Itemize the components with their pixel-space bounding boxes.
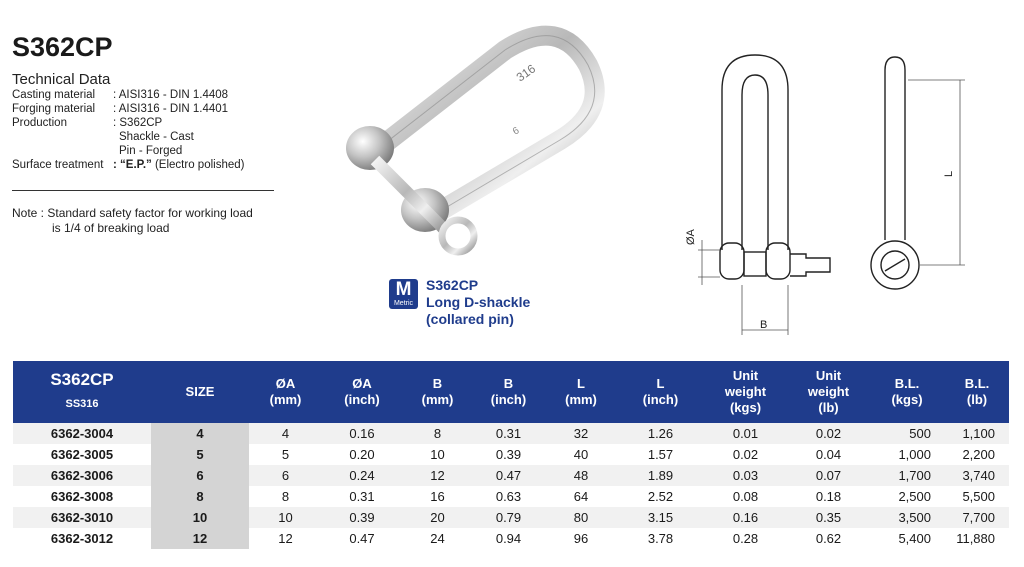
spec-key: Surface treatment xyxy=(12,159,104,171)
page-title: S362CP xyxy=(12,32,113,62)
table-cell: 7,700 xyxy=(945,507,1009,528)
table-cell: 0.47 xyxy=(473,465,544,486)
header-col-line: (inch) xyxy=(344,392,380,407)
dimension-l xyxy=(908,80,965,265)
table-row xyxy=(13,465,1009,486)
header-col-line: Unit xyxy=(732,368,759,383)
product-code: S362CP xyxy=(426,277,479,293)
table-cell: 3,740 xyxy=(945,465,1009,486)
table-cell: 3.15 xyxy=(618,507,703,528)
header-col-line: ØA xyxy=(352,376,372,391)
spec-row-casting xyxy=(12,89,228,101)
table-cell: 5,500 xyxy=(945,486,1009,507)
table-cell: 64 xyxy=(544,486,618,507)
table-cell: 5 xyxy=(249,444,322,465)
table-cell: 2,500 xyxy=(869,486,945,507)
header-col xyxy=(151,361,249,423)
product-photo xyxy=(330,20,620,260)
table-cell: 3,500 xyxy=(869,507,945,528)
metric-badge-text: Metric xyxy=(393,300,414,307)
table-cell: 1,100 xyxy=(945,423,1009,444)
cell-size: 10 xyxy=(151,507,249,528)
cell-size: 4 xyxy=(151,423,249,444)
note-line-2: is 1/4 of breaking load xyxy=(52,221,170,235)
front-view xyxy=(720,55,830,279)
table-cell: 32 xyxy=(544,423,618,444)
table-cell: 0.03 xyxy=(703,465,788,486)
header-col-line: weight xyxy=(807,384,850,399)
header-col-line: (kgs) xyxy=(891,392,923,407)
header-material: SS316 xyxy=(65,398,99,410)
production-line-pin: Pin - Forged xyxy=(119,145,183,157)
table-cell: 12 xyxy=(402,465,473,486)
header-col-line: L xyxy=(656,376,665,391)
technical-drawing xyxy=(680,45,970,345)
label-b: B xyxy=(760,319,768,331)
table-cell: 96 xyxy=(544,528,618,549)
header-col xyxy=(322,361,402,423)
spec-value-rest: (Electro polished) xyxy=(151,159,245,171)
table-cell: 0.31 xyxy=(473,423,544,444)
spec-value: : AISI316 - DIN 1.4401 xyxy=(113,103,229,115)
header-col xyxy=(544,361,618,423)
header-col-line: (mm) xyxy=(421,392,454,407)
header-col xyxy=(473,361,544,423)
table-cell: 1,700 xyxy=(869,465,945,486)
table-cell: 10 xyxy=(402,444,473,465)
table-cell: 2.52 xyxy=(618,486,703,507)
cell-code: 6362-3012 xyxy=(13,528,151,549)
metric-badge xyxy=(389,279,418,309)
table-cell: 0.24 xyxy=(322,465,402,486)
spec-key: Production xyxy=(12,117,67,129)
header-col-line: (lb) xyxy=(966,392,988,407)
table-cell: 1.89 xyxy=(618,465,703,486)
table-cell: 12 xyxy=(249,528,322,549)
spec-key: Forging material xyxy=(12,103,96,115)
cell-code: 6362-3004 xyxy=(13,423,151,444)
table-row xyxy=(13,486,1009,507)
table-cell: 0.16 xyxy=(703,507,788,528)
header-col-line: (kgs) xyxy=(729,400,762,415)
table-cell: 6 xyxy=(249,465,322,486)
cell-size: 8 xyxy=(151,486,249,507)
table-cell: 0.08 xyxy=(703,486,788,507)
engraving-top: 316 xyxy=(513,61,539,85)
cell-size: 12 xyxy=(151,528,249,549)
cell-code: 6362-3006 xyxy=(13,465,151,486)
cell-size: 5 xyxy=(151,444,249,465)
metric-badge-letter: M xyxy=(395,279,412,300)
table-cell: 0.63 xyxy=(473,486,544,507)
cell-code: 6362-3010 xyxy=(13,507,151,528)
table-cell: 48 xyxy=(544,465,618,486)
table-cell: 0.02 xyxy=(703,444,788,465)
product-name: Long D-shackle xyxy=(426,294,531,310)
label-a: ØA xyxy=(685,229,697,245)
table-cell: 2,200 xyxy=(945,444,1009,465)
cell-size: 6 xyxy=(151,465,249,486)
header-col-line: B xyxy=(432,376,443,391)
spec-table xyxy=(13,361,1009,549)
table-row xyxy=(13,528,1009,549)
header-product xyxy=(13,361,151,423)
pin-eye xyxy=(442,220,474,252)
table-cell: 24 xyxy=(402,528,473,549)
table-cell: 0.28 xyxy=(703,528,788,549)
header-col-line: (inch) xyxy=(490,392,527,407)
spec-key: Casting material xyxy=(12,89,96,101)
table-cell: 0.16 xyxy=(322,423,402,444)
table-cell: 0.20 xyxy=(322,444,402,465)
table-row xyxy=(13,444,1009,465)
table-cell: 0.18 xyxy=(788,486,869,507)
header-col-line: (mm) xyxy=(565,392,597,407)
header-col xyxy=(618,361,703,423)
header-product-code: S362CP xyxy=(50,370,114,389)
table-cell: 0.79 xyxy=(473,507,544,528)
table-cell: 0.35 xyxy=(788,507,869,528)
header-col xyxy=(869,361,945,423)
header-col-line: B.L. xyxy=(964,376,990,391)
product-detail: (collared pin) xyxy=(426,311,514,327)
engraving-side: 6 xyxy=(511,125,522,138)
header-col-line: (lb) xyxy=(818,400,839,415)
table-cell: 16 xyxy=(402,486,473,507)
header-col-line: L xyxy=(577,376,585,391)
table-cell: 0.39 xyxy=(473,444,544,465)
cell-code: 6362-3008 xyxy=(13,486,151,507)
table-cell: 0.47 xyxy=(322,528,402,549)
header-col xyxy=(788,361,869,423)
production-line-shackle: Shackle - Cast xyxy=(119,131,194,143)
header-col xyxy=(703,361,788,423)
technical-data-heading: Technical Data xyxy=(12,71,111,88)
header-col xyxy=(945,361,1009,423)
table-cell: 40 xyxy=(544,444,618,465)
header-col xyxy=(249,361,322,423)
table-cell: 4 xyxy=(249,423,322,444)
table-cell: 5,400 xyxy=(869,528,945,549)
table-cell: 0.62 xyxy=(788,528,869,549)
table-cell: 20 xyxy=(402,507,473,528)
table-cell: 0.94 xyxy=(473,528,544,549)
header-col-line: (mm) xyxy=(269,392,302,407)
divider xyxy=(12,190,274,191)
spec-value xyxy=(113,159,244,171)
spec-row-forging xyxy=(12,103,228,115)
note-line-1: Note : Standard safety factor for working load xyxy=(12,206,253,220)
table-row xyxy=(13,423,1009,444)
spec-row-surface xyxy=(12,159,244,171)
spec-value: : S362CP xyxy=(113,117,163,129)
table-cell: 500 xyxy=(869,423,945,444)
table-cell: 3.78 xyxy=(618,528,703,549)
side-view xyxy=(871,57,919,289)
table-cell: 8 xyxy=(249,486,322,507)
dimension-a xyxy=(698,240,720,285)
header-col-line: B xyxy=(503,376,514,391)
header-col-line: Unit xyxy=(815,368,842,383)
table-row xyxy=(13,507,1009,528)
table-cell: 11,880 xyxy=(945,528,1009,549)
table-cell: 8 xyxy=(402,423,473,444)
cell-code: 6362-3005 xyxy=(13,444,151,465)
header-col-line: weight xyxy=(724,384,767,399)
header-col-line: B.L. xyxy=(894,376,920,391)
header-col xyxy=(402,361,473,423)
header-col-line: ØA xyxy=(275,376,296,391)
header-col-line: (inch) xyxy=(642,392,679,407)
table-cell: 1.57 xyxy=(618,444,703,465)
header-col-line: SIZE xyxy=(185,384,215,399)
spec-value: : AISI316 - DIN 1.4408 xyxy=(113,89,229,101)
table-cell: 0.04 xyxy=(788,444,869,465)
table-cell: 0.01 xyxy=(703,423,788,444)
table-cell: 0.07 xyxy=(788,465,869,486)
label-l: L xyxy=(943,170,955,177)
table-cell: 1.26 xyxy=(618,423,703,444)
table-header-row xyxy=(13,361,1009,423)
table-cell: 0.39 xyxy=(322,507,402,528)
table-cell: 10 xyxy=(249,507,322,528)
spec-value-bold: : “E.P.” xyxy=(113,159,152,171)
table-cell: 80 xyxy=(544,507,618,528)
table-cell: 1,000 xyxy=(869,444,945,465)
table-cell: 0.31 xyxy=(322,486,402,507)
table-cell: 0.02 xyxy=(788,423,869,444)
spec-row-production xyxy=(12,117,162,129)
